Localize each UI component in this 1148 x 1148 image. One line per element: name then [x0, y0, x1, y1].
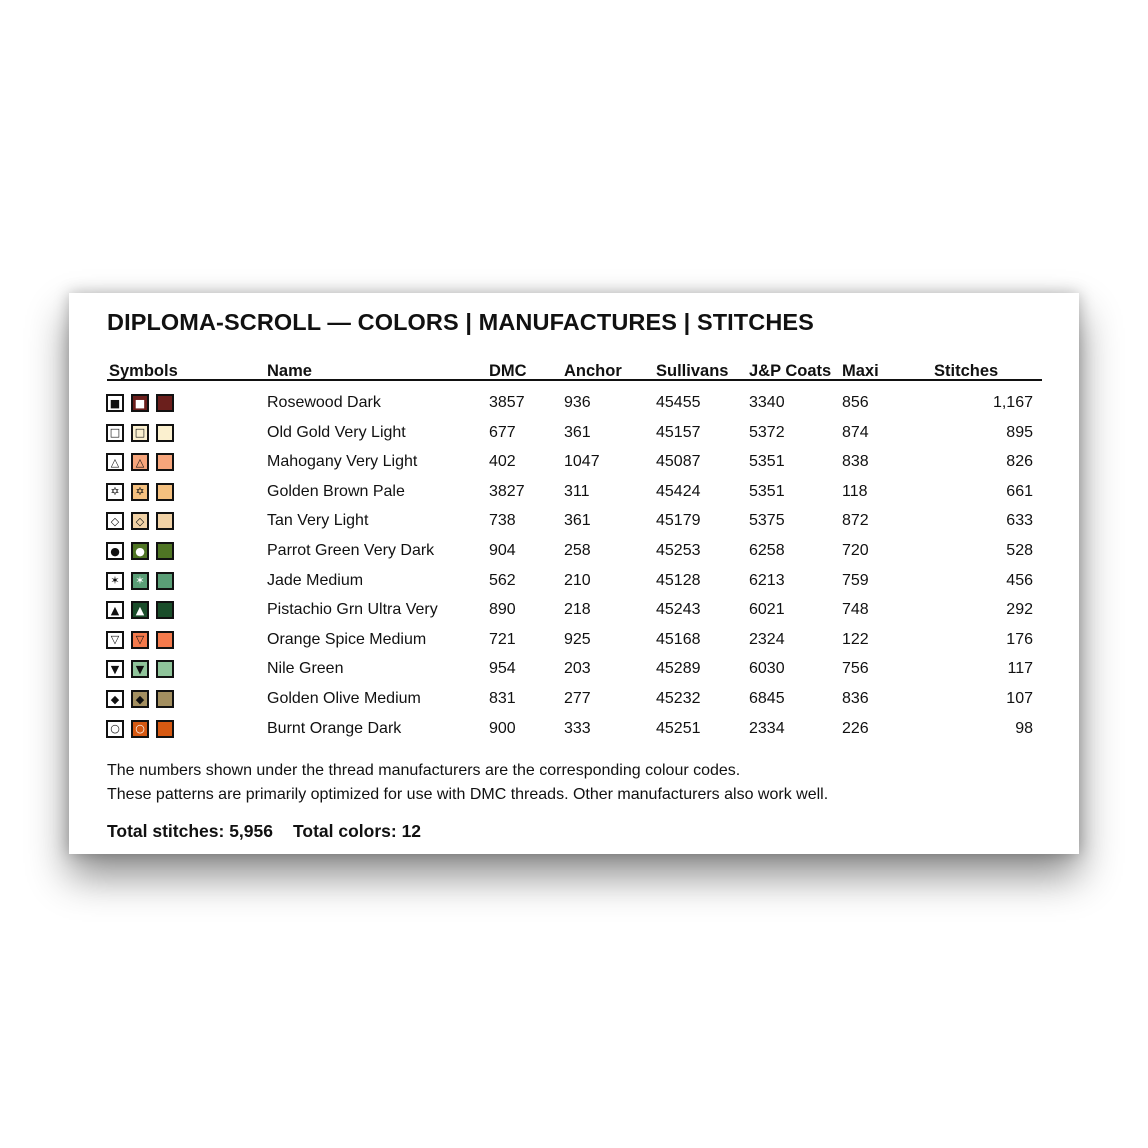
symbol-on-color-swatch: △	[131, 453, 149, 471]
dmc-code: 3827	[489, 482, 525, 500]
color-swatch	[156, 483, 174, 501]
header-stitches: Stitches	[934, 362, 999, 380]
anchor-code: 277	[564, 690, 591, 707]
color-swatch	[156, 631, 174, 649]
jp-coats-code: 2324	[749, 630, 785, 648]
sullivans-code: 45251	[656, 719, 701, 737]
maxi-code: 756	[842, 660, 869, 678]
stitch-count: 895	[1006, 423, 1033, 441]
color-swatch	[156, 512, 174, 530]
dmc-code: 3857	[489, 394, 525, 411]
color-swatch	[156, 572, 174, 590]
header-jp-coats: J&P Coats	[749, 362, 832, 380]
stitch-count: 456	[1006, 571, 1033, 589]
header-maxi: Maxi	[842, 362, 879, 380]
color-swatch	[156, 660, 174, 678]
anchor-code: 210	[564, 571, 591, 589]
jp-coats-code: 6030	[749, 660, 785, 678]
table-row	[69, 571, 1079, 601]
table-row	[69, 393, 1079, 423]
stitch-count: 117	[1007, 660, 1033, 678]
symbol-on-color-swatch: □	[131, 424, 149, 442]
dmc-code: 721	[489, 630, 516, 648]
stitch-count: 292	[1006, 601, 1033, 619]
color-name: Golden Olive Medium	[267, 690, 421, 707]
color-name: Orange Spice Medium	[267, 630, 427, 648]
chart-title: DIPLOMA-SCROLL — COLORS | MANUFACTURES | STITCHES	[107, 309, 814, 335]
color-swatch	[156, 453, 174, 471]
jp-coats-code: 6845	[749, 690, 785, 707]
anchor-code: 311	[564, 482, 590, 500]
dmc-code: 831	[489, 690, 516, 707]
maxi-code: 226	[842, 719, 869, 737]
table-row	[69, 600, 1079, 630]
header-symbols: Symbols	[109, 362, 178, 380]
symbol-swatch: ◆	[106, 690, 124, 708]
symbol-swatch: ▽	[106, 631, 124, 649]
anchor-code: 218	[564, 601, 591, 619]
anchor-code: 925	[564, 630, 591, 648]
table-row	[69, 482, 1079, 512]
anchor-code: 361	[564, 423, 591, 441]
symbol-swatch: △	[106, 453, 124, 471]
symbol-on-color-swatch: ▼	[131, 660, 149, 678]
color-swatch	[156, 394, 174, 412]
sullivans-code: 45243	[656, 601, 701, 619]
table-row	[69, 541, 1079, 571]
color-name: Old Gold Very Light	[267, 423, 406, 441]
jp-coats-code: 6258	[749, 542, 785, 559]
maxi-code: 874	[842, 423, 869, 441]
maxi-code: 118	[842, 482, 868, 500]
sullivans-code: 45232	[656, 690, 701, 707]
sullivans-code: 45157	[656, 423, 701, 441]
color-swatch	[156, 690, 174, 708]
header-name: Name	[267, 362, 312, 380]
maxi-code: 836	[842, 690, 869, 707]
color-swatch	[156, 601, 174, 619]
stitch-count: 528	[1006, 542, 1033, 559]
header-dmc: DMC	[489, 362, 527, 380]
header-divider	[107, 379, 1042, 381]
note-colour-codes: The numbers shown under the thread manufacturers are the corresponding colour codes.	[107, 762, 741, 779]
stitch-count: 176	[1006, 630, 1033, 648]
symbol-swatch: ◇	[106, 512, 124, 530]
sullivans-code: 45424	[656, 482, 701, 500]
color-name: Mahogany Very Light	[267, 453, 418, 471]
anchor-code: 936	[564, 394, 591, 411]
note-dmc-optimized: These patterns are primarily optimized for use with DMC threads. Other manufacturers also work well.	[107, 786, 829, 803]
anchor-code: 333	[564, 719, 591, 737]
table-row	[69, 719, 1079, 749]
dmc-code: 562	[489, 571, 516, 589]
sullivans-code: 45168	[656, 630, 701, 648]
sullivans-code: 45128	[656, 571, 701, 589]
symbol-swatch: ●	[106, 542, 124, 560]
symbol-swatch: ▼	[106, 660, 124, 678]
symbol-swatch: ○	[106, 720, 124, 738]
sullivans-code: 45289	[656, 660, 701, 678]
jp-coats-code: 5351	[749, 482, 785, 500]
symbol-on-color-swatch: ✶	[131, 572, 149, 590]
table-row	[69, 452, 1079, 482]
header-sullivans: Sullivans	[656, 362, 729, 380]
color-name: Jade Medium	[267, 571, 364, 589]
jp-coats-code: 2334	[749, 719, 785, 737]
jp-coats-code: 5375	[749, 512, 785, 530]
stitch-count: 107	[1006, 690, 1033, 707]
sullivans-code: 45253	[656, 542, 701, 559]
anchor-code: 258	[564, 542, 591, 559]
table-row	[69, 423, 1079, 453]
maxi-code: 122	[842, 630, 869, 648]
symbol-swatch: ✶	[106, 572, 124, 590]
stitch-count: 98	[1015, 719, 1033, 737]
color-swatch	[156, 720, 174, 738]
table-row	[69, 511, 1079, 541]
anchor-code: 1047	[564, 453, 600, 471]
jp-coats-code: 5351	[749, 453, 785, 471]
header-anchor: Anchor	[564, 362, 622, 380]
total-colors: Total colors: 12	[293, 821, 422, 841]
symbol-on-color-swatch: ▽	[131, 631, 149, 649]
color-name: Pistachio Grn Ultra Very	[267, 601, 438, 619]
symbol-on-color-swatch: ▲	[131, 601, 149, 619]
table-row	[69, 689, 1079, 719]
sullivans-code: 45455	[656, 394, 701, 411]
stitch-count: 661	[1006, 482, 1033, 500]
color-chart-card	[69, 293, 1079, 854]
dmc-code: 402	[489, 453, 516, 471]
symbol-on-color-swatch: ✡	[131, 483, 149, 501]
sullivans-code: 45087	[656, 453, 701, 471]
totals	[107, 821, 421, 842]
total-stitches: Total stitches: 5,956	[107, 821, 273, 841]
color-swatch	[156, 542, 174, 560]
stitch-count: 826	[1006, 453, 1033, 471]
maxi-code: 872	[842, 512, 869, 530]
sullivans-code: 45179	[656, 512, 701, 530]
color-name: Rosewood Dark	[267, 394, 381, 411]
jp-coats-code: 5372	[749, 423, 785, 441]
jp-coats-code: 3340	[749, 394, 785, 411]
stitch-count: 633	[1006, 512, 1033, 530]
color-swatch	[156, 424, 174, 442]
symbol-on-color-swatch: ■	[131, 394, 149, 412]
maxi-code: 720	[842, 542, 869, 559]
dmc-code: 677	[489, 423, 516, 441]
table-row	[69, 630, 1079, 660]
maxi-code: 856	[842, 394, 869, 411]
dmc-code: 890	[489, 601, 516, 619]
anchor-code: 361	[564, 512, 591, 530]
symbol-on-color-swatch: ◇	[131, 512, 149, 530]
symbol-on-color-swatch: ◆	[131, 690, 149, 708]
anchor-code: 203	[564, 660, 591, 678]
jp-coats-code: 6213	[749, 571, 785, 589]
symbol-swatch: □	[106, 424, 124, 442]
symbol-swatch: ✡	[106, 483, 124, 501]
table-row	[69, 659, 1079, 689]
symbol-swatch: ▲	[106, 601, 124, 619]
symbol-swatch: ■	[106, 394, 124, 412]
color-name: Parrot Green Very Dark	[267, 542, 435, 559]
symbol-on-color-swatch: ●	[131, 542, 149, 560]
jp-coats-code: 6021	[749, 601, 785, 619]
dmc-code: 954	[489, 660, 516, 678]
maxi-code: 748	[842, 601, 869, 619]
maxi-code: 838	[842, 453, 869, 471]
symbol-on-color-swatch: ○	[131, 720, 149, 738]
color-name: Burnt Orange Dark	[267, 719, 402, 737]
color-name: Nile Green	[267, 660, 344, 678]
dmc-code: 904	[489, 542, 516, 559]
dmc-code: 900	[489, 719, 516, 737]
maxi-code: 759	[842, 571, 869, 589]
color-name: Golden Brown Pale	[267, 482, 405, 500]
stitch-count: 1,167	[992, 394, 1033, 411]
dmc-code: 738	[489, 512, 516, 530]
color-name: Tan Very Light	[267, 512, 369, 530]
